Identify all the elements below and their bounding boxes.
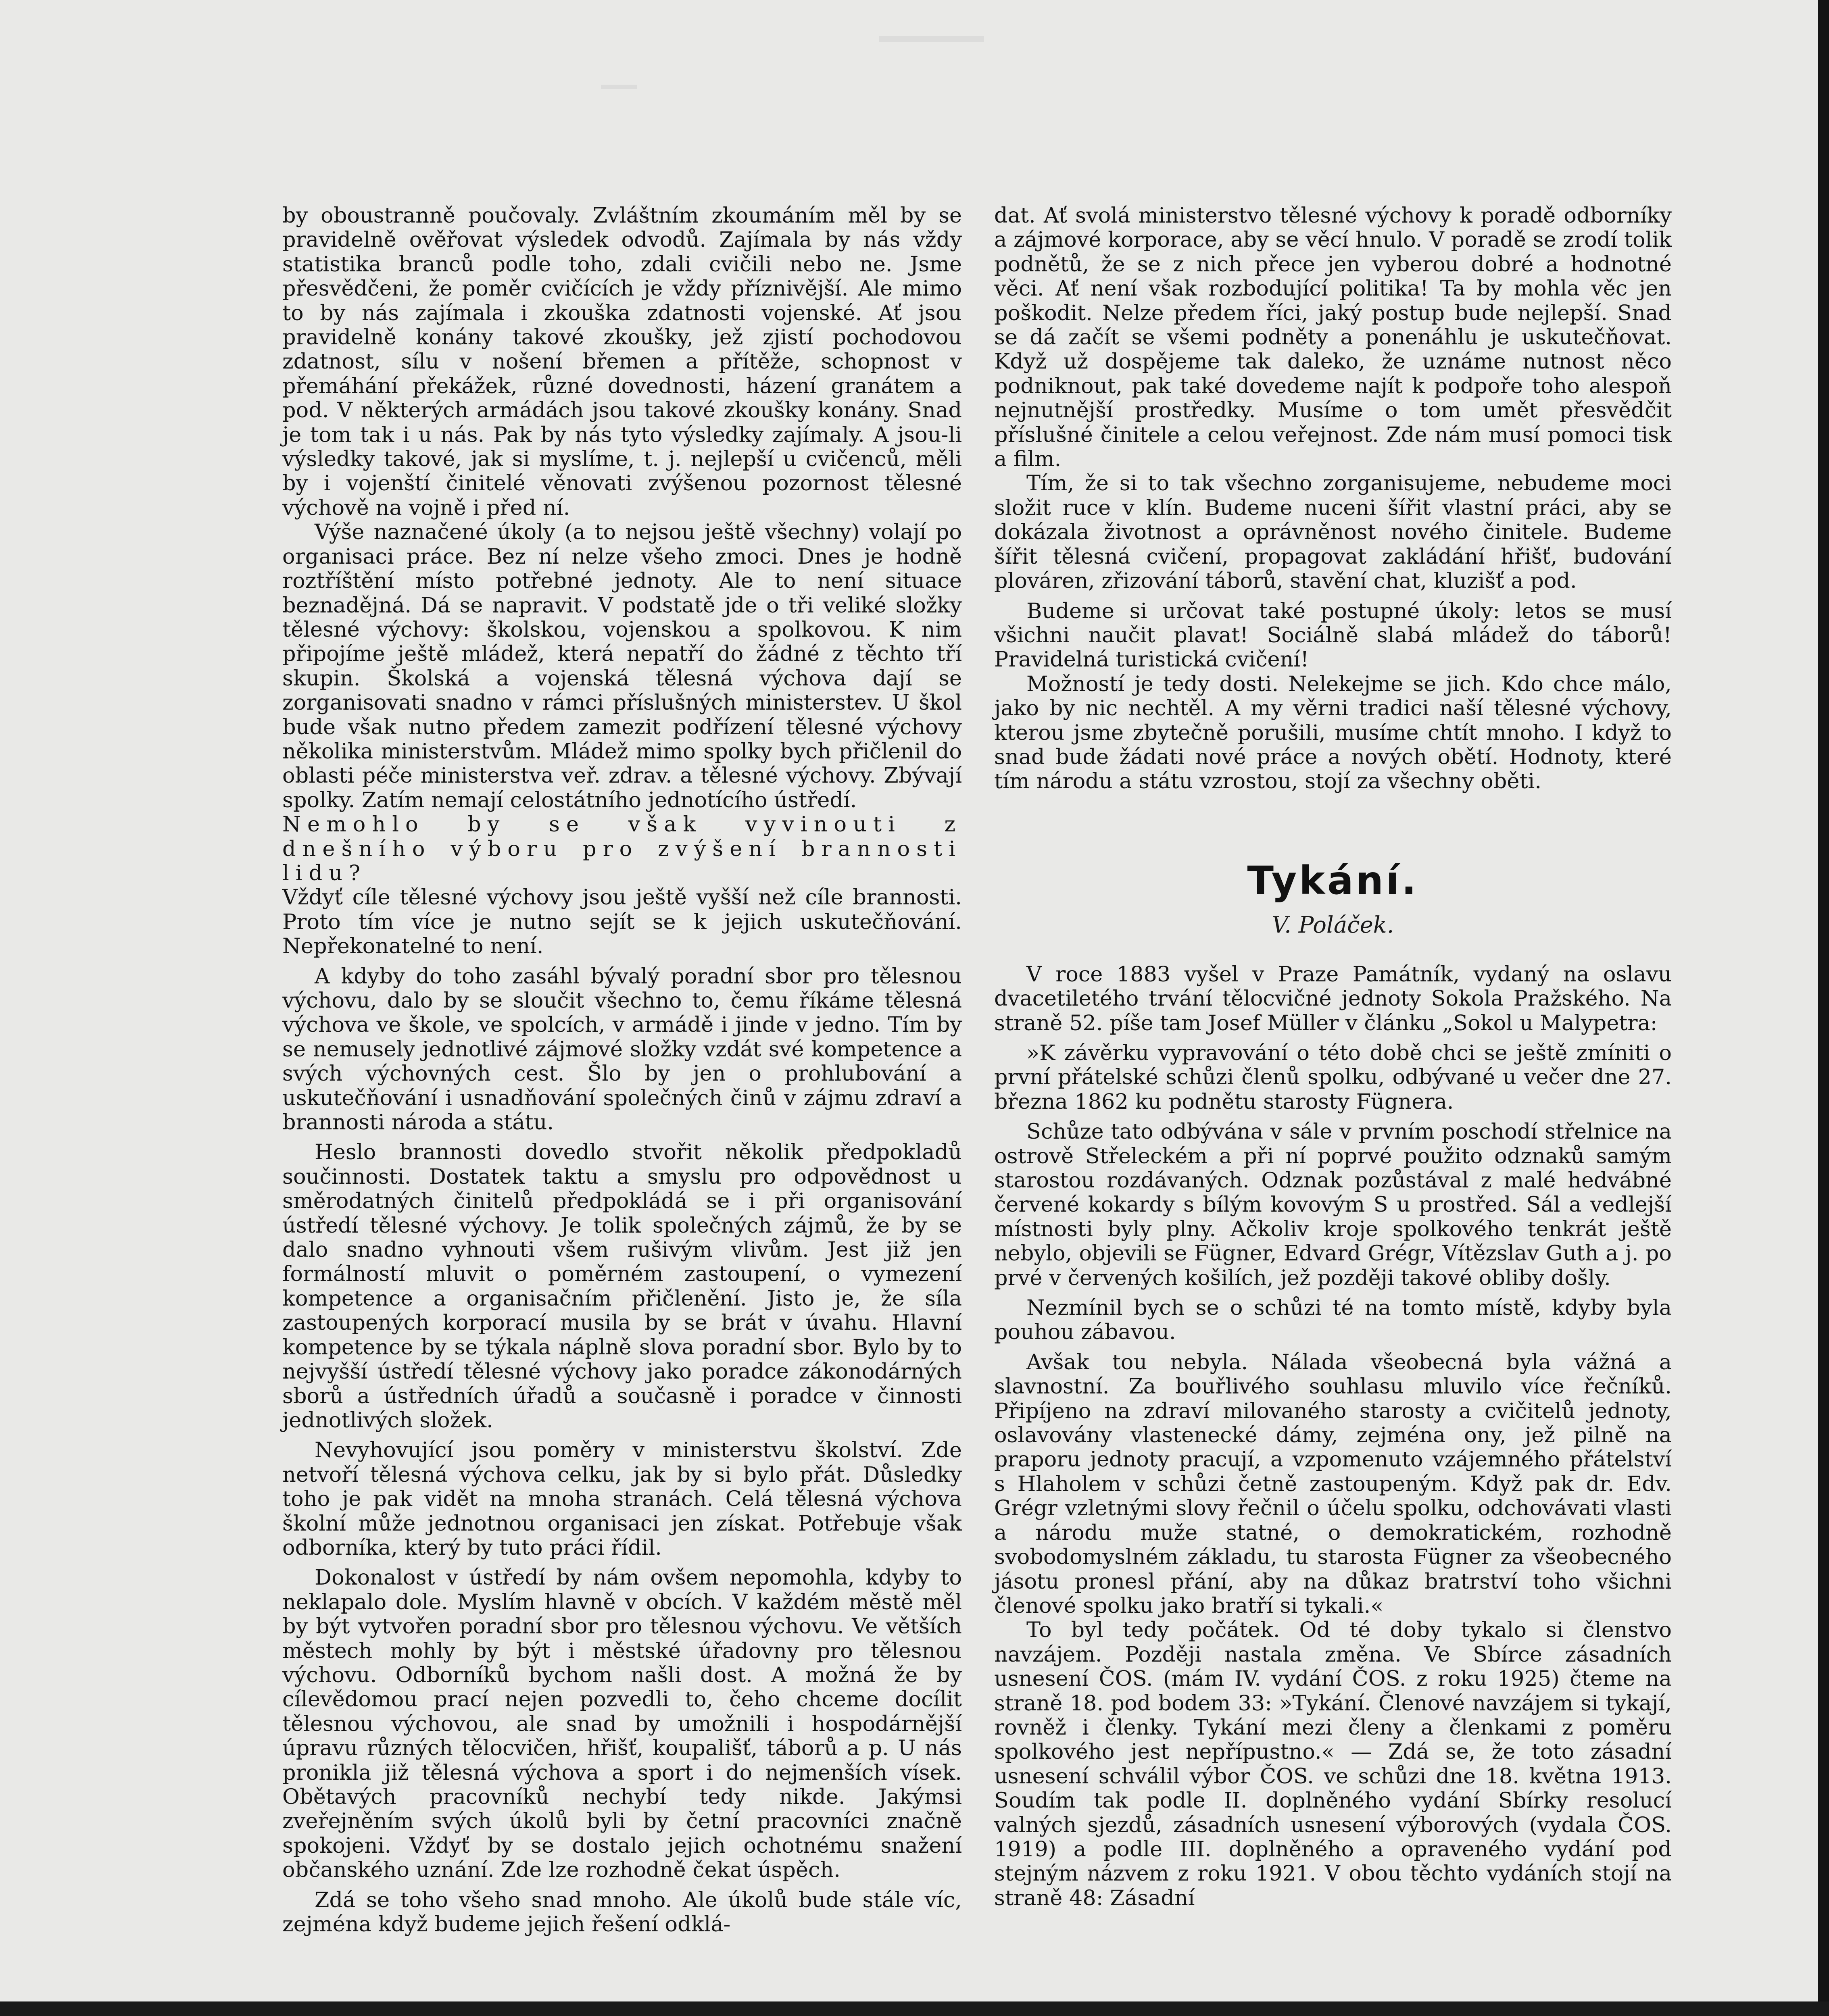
paragraph: »K závěrku vypravování o této době chci se ještě zmíniti o první přátelské schůzi členů spolku, odbývané u večer dne 27. března 1862 ku podnětu starosty Fügnera.: [994, 1040, 1672, 1114]
paragraph: dat. Ať svolá ministerstvo tělesné výchovy k poradě odborníky a zájmové korporace, aby se věcí hnulo. V poradě se zrodí tolik podnětů, že se z nich přece jen vyberou dobré a hodnotné věci. Ať není však rozbodující politika! Ta by mohla věc jen poškodit. Nelze předem říci, jaký postup bude nejlepší. Snad se dá začít se všemi podněty a ponenáhlu je uskutečňovat. Když už dospějeme tak daleko, že uznáme nutnost něco podniknout, pak také dovedeme najít k podpoře toho alespoň nejnutnější prostředky. Musíme o tom umět přesvědčit příslušné činitele a celou veřejnost. Zde nám musí pomoci tisk a film.: [994, 203, 1672, 472]
paragraph: Nevyhovující jsou poměry v ministerstvu školství. Zde netvoří tělesná výchova celku, jak by si bylo přát. Důsledky toho je pak vidět na mnoha stranách. Celá tělesná výchova školní může jednotnou organisaci jen získat. Potřebuje však odborníka, který by tuto práci řídil.: [282, 1438, 962, 1560]
paragraph: V roce 1883 vyšel v Praze Památník, vydaný na oslavu dvacetiletého trvání tělocvičné jednoty Sokola Pražského. Na straně 52. píše tam Josef Müller v článku „Sokol u Malypetra:: [994, 962, 1672, 1035]
paragraph: Budeme si určovat také postupné úkoly: letos se musí všichni naučit plavat! Sociálně slabá mládež do táborů! Pravidelná turistická cvičení!: [994, 598, 1672, 672]
paragraph: Heslo brannosti dovedlo stvořit několik předpokladů součinnosti. Dostatek taktu a smyslu pro odpovědnost u směrodatných činitelů předpokládá se i při organisování ústředí tělesné výchovy. Je tolik společných zájmů, že by se dalo snadno vyhnouti všem rušivým vlivům. Jest již jen formálností mluvit o poměrném zastoupení, o vymezení kompetence a organisačním přičlenění. Jisto je, že síla zastoupených korporací musila by se brát v úvahu. Hlavní kompetence by se týkala náplně slova poradní sbor. Bylo by to nejvyšší ústředí tělesné výchovy jako poradce zákonodárných sborů a ústředních úřadů a současně i poradce v činnosti jednotlivých složek.: [282, 1140, 962, 1433]
paragraph: by oboustranně poučovaly. Zvláštním zkoumáním měl by se pravidelně ověřovat výsledek odvodů. Zajímala by nás vždy statistika branců podle toho, zdali cvičili nebo ne. Jsme přesvědčeni, že poměr cvičících je vždy příznivější. Ale mimo to by nás zajímala i zkouška zdatnosti vojenské. Ať jsou pravidelně konány takové zkoušky, jež zjistí pochodovou zdatnost, sílu v nošení břemen a přítěže, schopnost v přemáhání překážek, různé dovednosti, házení granátem a pod. V některých armádách jsou takové zkoušky konány. Snad je tom tak i u nás. Pak by nás tyto výsledky zajímaly. A jsou-li výsledky takové, jak si myslíme, t. j. nejlepší u cvičenců, měli by i vojenští činitelé věnovati zvýšenou pozornost tělesné výchově na vojně i před ní.: [282, 203, 962, 520]
left-column: [282, 204, 962, 1937]
paragraph: Zdá se toho všeho snad mnoho. Ale úkolů bude stále víc, zejména když budeme jejich řešení odklá-: [282, 1887, 962, 1937]
scan-border-right: [1818, 0, 1829, 2016]
paragraph: Schůze tato odbývána v sále v prvním poschodí střelnice na ostrově Střeleckém a při ní poprvé použito odznaků samým starostou rozdávaných. Odznak pozůstával z malé hedvábné červené kokardy s bílým kovovým S u prostřed. Sál a vedlejší místnosti byly plny. Ačkoliv kroje spolkového tenkrát ještě nebylo, objevili se Fügner, Edvard Grégr, Vítězslav Guth a j. po prvé v červených košilích, jež později takové obliby došly.: [994, 1119, 1672, 1290]
paragraph: Možností je tedy dosti. Nelekejme se jich. Kdo chce málo, jako by nic nechtěl. A my věrni tradici naší tělesné výchovy, kterou jsme zbytečně porušili, musíme chtít mnoho. I když to snad bude žádati nové práce a nových obětí. Hodnoty, které tím národu a státu vzrostou, stojí za všechny oběti.: [994, 671, 1672, 794]
scan-smudge: [601, 85, 637, 89]
right-column: [994, 204, 1672, 1910]
paragraph: Výše naznačené úkoly (a to nejsou ještě všechny) volají po organisaci práce. Bez ní nelze všeho zmoci. Dnes je hodně roztříštění místo potřebné jednoty. Ale to není situace beznadějná. Dá se napravit. V podstatě jde o tři veliké složky tělesné výchovy: školskou, vojenskou a spolkovou. K nim připojíme ještě mládež, která nepatří do žádné z těchto tří skupin. Školská a vojenská tělesná výchova dají se zorganisovati snadno v rámci příslušných ministerstev. U škol bude však nutno předem zamezit podřízení tělesné výchovy několika ministerstvům. Mládež mimo spolky bych přičlenil do oblasti péče ministerstva veř. zdrav. a tělesné výchovy. Zbývají spolky. Zatím nemají celostátního jednotícího ústředí.: [282, 520, 962, 812]
paragraph: Avšak tou nebyla. Nálada všeobecná byla vážná a slavnostní. Za bouřlivého souhlasu mluvilo více řečníků. Připíjeno na zdraví milovaného starosty a cvičitelů jednoty, oslavovány vlastenecké dámy, zejména ony, jež pilně na praporu jednoty pracují, a vzpomenuto vzájemného přátelství s Hlaholem v schůzi četně zastoupeným. Když pak dr. Edv. Grégr vzletnými slovy řečnil o účelu spolku, odchovávati vlasti a národu muže statné, o demokratickém, rozhodně svobodomyslném základu, tu starosta Fügner za všeobecného jásotu pronesl přání, aby na důkaz bratrství toho všichni členové spolku jako bratří si tykali.«: [994, 1350, 1672, 1618]
paragraph: A kdyby do toho zasáhl bývalý poradní sbor pro tělesnou výchovu, dalo by se sloučit všechno to, čemu říkáme tělesná výchova ve škole, ve spolcích, v armádě i jinde v jedno. Tím by se nemusely jednotlivé zájmové složky vzdát své kompetence a svých výchovných cest. Šlo by jen o prohlubování a uskutečňování i usnadňování společných činů v zájmu zdraví a brannosti národa a státu.: [282, 964, 962, 1135]
paragraph: Dokonalost v ústředí by nám ovšem nepomohla, kdyby to neklapalo dole. Myslím hlavně v obcích. V každém městě měl by být vytvořen poradní sbor pro tělesnou výchovu. Ve větších městech mohly by být i městské úřadovny pro tělesnou výchovu. Odborníků bychom našli dost. A možná že by cílevědomou prací nejen pozvedli to, čeho chceme docílit tělesnou výchovou, ale snad by umožnili i hospodárnější úpravu různých tělocvičen, hřišť, koupališť, táborů a p. U nás pronikla již tělesná výchova a sport i do nejmenších vísek. Obětavých pracovníků nechybí tedy nikde. Jakýmsi zveřejněním svých úkolů byli by četní pracovníci značně spokojeni. Vždyť by se dostalo jejich ochotnému snažení občanského uznání. Zde lze rozhodně čekat úspěch.: [282, 1565, 962, 1883]
spaced-text: Nemohlo by se však vyvinouti z dnešního výboru pro zvýšení brannosti lidu?: [282, 812, 962, 885]
paragraph: Tím, že si to tak všechno zorganisujeme, nebudeme moci složit ruce v klín. Budeme nuceni šířit vlastní práci, aby se dokázala životnost a oprávněnost nového činitele. Budeme šířit tělesná cvičení, propagovat zakládání hřišť, budování plováren, zřizování táborů, stavění chat, kluzišť a pod.: [994, 471, 1672, 594]
scan-border-bottom: [0, 2001, 1829, 2016]
paragraph: To byl tedy počátek. Od té doby tykalo si členstvo navzájem. Později nastala změna. Ve Sbírce zásadních usnesení ČOS. (mám IV. vydání ČOS. z roku 1925) čteme na straně 18. pod bodem 33: »Tykání. Členové navzájem si tykají, rovněž i členky. Tykání mezi členy a členkami z poměru spolkového jest nepřípustno.« — Zdá se, že toto zásadní usnesení schválil výbor ČOS. ve schůzi dne 18. května 1913. Soudím tak podle II. doplněného vydání Sbírky resolucí valných sjezdů, zásadních usnesení výborových (vydala ČOS. 1919) a podle III. doplněného a opraveného vydání pod stejným názvem z roku 1921. V obou těchto vydáních stojí na straně 48: Zásadní: [994, 1618, 1672, 1910]
paragraph: Vždyť cíle tělesné výchovy jsou ještě vyšší než cíle brannosti. Proto tím více je nutno sejít se k jejich uskutečňování. Nepřekonatelné to není.: [282, 885, 962, 959]
paragraph: Nezmínil bych se o schůzi té na tomto místě, kdyby byla pouhou zábavou.: [994, 1295, 1672, 1345]
scan-smudge: [879, 36, 984, 42]
article-title: Tykání.: [1247, 858, 1419, 903]
article-author: V. Poláček.: [1272, 912, 1394, 938]
